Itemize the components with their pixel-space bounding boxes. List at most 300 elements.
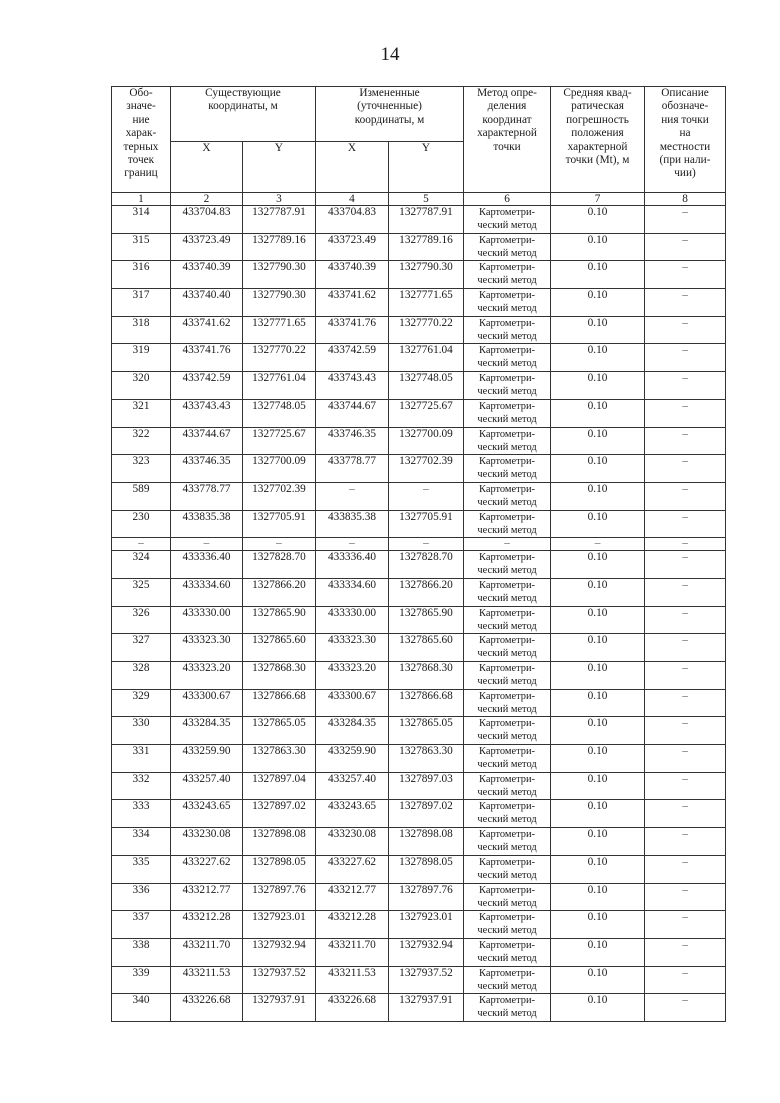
table-row <box>112 206 726 234</box>
point-number: 337 <box>112 911 171 939</box>
changed-y: 1327866.68 <box>389 689 464 717</box>
method-line-1: Картометри- <box>479 912 535 924</box>
existing-x: 433212.77 <box>171 883 243 911</box>
table-row <box>112 855 726 883</box>
table-body-first-section <box>112 206 726 538</box>
method-line-2: ческий метод <box>477 413 537 425</box>
changed-x: – <box>316 482 389 510</box>
point-description: – <box>645 938 726 966</box>
method-line-2: ческий метод <box>477 358 537 370</box>
separator-cell: – <box>551 538 645 551</box>
method-line-1: Картометри- <box>479 207 535 218</box>
separator-cell: – <box>243 538 316 551</box>
method <box>464 855 551 883</box>
point-number: 339 <box>112 966 171 994</box>
existing-x: 433330.00 <box>171 606 243 634</box>
changed-x: 433740.39 <box>316 261 389 289</box>
method-line-1: Картометри- <box>479 428 535 440</box>
changed-x: 433211.53 <box>316 966 389 994</box>
changed-y: 1327932.94 <box>389 938 464 966</box>
table-row <box>112 800 726 828</box>
table-row <box>112 634 726 662</box>
mean-square-error: 0.10 <box>551 938 645 966</box>
mean-square-error: 0.10 <box>551 455 645 483</box>
method-line-1: Картометри- <box>479 718 535 730</box>
changed-y: 1327897.03 <box>389 772 464 800</box>
changed-x: 433723.49 <box>316 233 389 261</box>
changed-y: 1327787.91 <box>389 206 464 234</box>
point-description: – <box>645 966 726 994</box>
table-row <box>112 427 726 455</box>
changed-x: 433741.76 <box>316 316 389 344</box>
method-line-2: ческий метод <box>477 565 537 577</box>
point-description: – <box>645 855 726 883</box>
table-row <box>112 578 726 606</box>
table-row <box>112 455 726 483</box>
point-description: – <box>645 316 726 344</box>
existing-y: 1327897.04 <box>243 772 316 800</box>
method-line-1: Картометри- <box>479 746 535 758</box>
column-number: 3 <box>243 193 316 206</box>
header-changed-x: X <box>316 142 389 193</box>
method <box>464 772 551 800</box>
existing-y: 1327705.91 <box>243 510 316 538</box>
header-existing-y: Y <box>243 142 316 193</box>
point-number: 329 <box>112 689 171 717</box>
table-row <box>112 911 726 939</box>
changed-y: 1327865.05 <box>389 717 464 745</box>
table-row <box>112 828 726 856</box>
method-line-2: ческий метод <box>477 469 537 481</box>
existing-x: 433742.59 <box>171 372 243 400</box>
point-number: 315 <box>112 233 171 261</box>
header-point-designation: Обо- значе- ние харак- терных точек границ <box>112 87 171 193</box>
method-line-1: Картометри- <box>479 773 535 785</box>
changed-x: 433257.40 <box>316 772 389 800</box>
table-row <box>112 316 726 344</box>
method-line-2: ческий метод <box>477 303 537 315</box>
changed-y: 1327865.60 <box>389 634 464 662</box>
point-number: 317 <box>112 289 171 317</box>
mean-square-error: 0.10 <box>551 662 645 690</box>
table-row <box>112 510 726 538</box>
table-row <box>112 662 726 690</box>
mean-square-error: 0.10 <box>551 717 645 745</box>
changed-x: 433741.62 <box>316 289 389 317</box>
point-number: 327 <box>112 634 171 662</box>
mean-square-error: 0.10 <box>551 911 645 939</box>
method-line-2: ческий метод <box>477 842 537 854</box>
method-line-2: ческий метод <box>477 897 537 909</box>
header-method: Метод опре- деления координат характерной точки <box>464 87 551 193</box>
method-line-2: ческий метод <box>477 330 537 342</box>
point-description: – <box>645 344 726 372</box>
changed-x: 433336.40 <box>316 551 389 579</box>
method-line-2: ческий метод <box>477 925 537 937</box>
existing-y: 1327761.04 <box>243 372 316 400</box>
mean-square-error: 0.10 <box>551 606 645 634</box>
existing-x: 433741.62 <box>171 316 243 344</box>
method-line-1: Картометри- <box>479 801 535 813</box>
column-number: 6 <box>464 193 551 206</box>
point-number: 338 <box>112 938 171 966</box>
method-line-2: ческий метод <box>477 441 537 453</box>
mean-square-error: 0.10 <box>551 289 645 317</box>
existing-x: 433211.53 <box>171 966 243 994</box>
method-line-2: ческий метод <box>477 731 537 743</box>
table-row <box>112 233 726 261</box>
mean-square-error: 0.10 <box>551 427 645 455</box>
changed-x: 433835.38 <box>316 510 389 538</box>
method <box>464 938 551 966</box>
method <box>464 634 551 662</box>
changed-x: 433211.70 <box>316 938 389 966</box>
method-line-2: ческий метод <box>477 869 537 881</box>
separator-cell: – <box>316 538 389 551</box>
table-row <box>112 966 726 994</box>
method-line-2: ческий метод <box>477 676 537 687</box>
existing-y: 1327865.60 <box>243 634 316 662</box>
separator-cell: – <box>389 538 464 551</box>
point-number: 589 <box>112 482 171 510</box>
changed-x: 433323.30 <box>316 634 389 662</box>
method-line-1: Картометри- <box>479 967 535 979</box>
method <box>464 261 551 289</box>
method-line-2: ческий метод <box>477 275 537 287</box>
method-line-1: Картометри- <box>479 290 535 302</box>
separator-cell: – <box>112 538 171 551</box>
existing-y: 1327828.70 <box>243 551 316 579</box>
header-existing-x: X <box>171 142 243 193</box>
point-description: – <box>645 427 726 455</box>
existing-x: 433259.90 <box>171 745 243 773</box>
method <box>464 551 551 579</box>
point-number: 316 <box>112 261 171 289</box>
point-number: 333 <box>112 800 171 828</box>
changed-x: 433744.67 <box>316 399 389 427</box>
point-description: – <box>645 772 726 800</box>
method-line-1: Картометри- <box>479 884 535 896</box>
mean-square-error: 0.10 <box>551 745 645 773</box>
changed-y: 1327868.30 <box>389 662 464 690</box>
method-line-1: Картометри- <box>479 234 535 246</box>
point-description: – <box>645 745 726 773</box>
method-line-1: Картометри- <box>479 939 535 951</box>
table-row <box>112 938 726 966</box>
mean-square-error: 0.10 <box>551 551 645 579</box>
changed-x: 433284.35 <box>316 717 389 745</box>
method <box>464 289 551 317</box>
method-line-2: ческий метод <box>477 759 537 771</box>
changed-x: 433743.43 <box>316 372 389 400</box>
existing-y: 1327897.76 <box>243 883 316 911</box>
changed-y: 1327761.04 <box>389 344 464 372</box>
header-changed-y: Y <box>389 142 464 193</box>
point-number: 314 <box>112 206 171 234</box>
point-number: 319 <box>112 344 171 372</box>
point-description: – <box>645 689 726 717</box>
table-row <box>112 606 726 634</box>
existing-x: 433212.28 <box>171 911 243 939</box>
existing-y: 1327863.30 <box>243 745 316 773</box>
point-description: – <box>645 455 726 483</box>
method-line-1: Картометри- <box>479 400 535 412</box>
point-description: – <box>645 233 726 261</box>
column-number: 7 <box>551 193 645 206</box>
method-line-1: Картометри- <box>479 373 535 385</box>
point-description: – <box>645 883 726 911</box>
changed-x: 433334.60 <box>316 578 389 606</box>
method <box>464 689 551 717</box>
existing-y: 1327748.05 <box>243 399 316 427</box>
existing-x: 433243.65 <box>171 800 243 828</box>
changed-y: 1327923.01 <box>389 911 464 939</box>
mean-square-error: 0.10 <box>551 689 645 717</box>
method-line-1: Картометри- <box>479 579 535 591</box>
column-number: 4 <box>316 193 389 206</box>
mean-square-error: 0.10 <box>551 399 645 427</box>
point-description: – <box>645 482 726 510</box>
table-row <box>112 482 726 510</box>
existing-x: 433704.83 <box>171 206 243 234</box>
point-description: – <box>645 662 726 690</box>
changed-y: 1327937.52 <box>389 966 464 994</box>
mean-square-error: 0.10 <box>551 772 645 800</box>
method-line-2: ческий метод <box>477 496 537 508</box>
changed-x: 433243.65 <box>316 800 389 828</box>
point-number: 336 <box>112 883 171 911</box>
method-line-1: Картометри- <box>479 345 535 357</box>
mean-square-error: 0.10 <box>551 966 645 994</box>
point-number: 334 <box>112 828 171 856</box>
method <box>464 606 551 634</box>
mean-square-error: 0.10 <box>551 233 645 261</box>
separator-cell: – <box>171 538 243 551</box>
point-number: 331 <box>112 745 171 773</box>
point-number: 325 <box>112 578 171 606</box>
changed-x: 433330.00 <box>316 606 389 634</box>
method-line-1: Картометри- <box>479 262 535 274</box>
point-number: 328 <box>112 662 171 690</box>
changed-x: 433230.08 <box>316 828 389 856</box>
point-number: 320 <box>112 372 171 400</box>
changed-y: 1327725.67 <box>389 399 464 427</box>
existing-x: 433744.67 <box>171 427 243 455</box>
existing-y: 1327790.30 <box>243 261 316 289</box>
changed-x: 433226.68 <box>316 994 389 1022</box>
mean-square-error: 0.10 <box>551 634 645 662</box>
method-line-2: ческий метод <box>477 592 537 604</box>
method <box>464 510 551 538</box>
method <box>464 578 551 606</box>
changed-y: – <box>389 482 464 510</box>
method-line-1: Картометри- <box>479 663 535 674</box>
mean-square-error: 0.10 <box>551 800 645 828</box>
existing-y: 1327866.68 <box>243 689 316 717</box>
table-separator-section <box>112 538 726 551</box>
existing-x: 433740.40 <box>171 289 243 317</box>
existing-x: 433230.08 <box>171 828 243 856</box>
table-row <box>112 261 726 289</box>
existing-x: 433227.62 <box>171 855 243 883</box>
method-line-2: ческий метод <box>477 648 537 660</box>
mean-square-error: 0.10 <box>551 482 645 510</box>
point-description: – <box>645 578 726 606</box>
point-number: 330 <box>112 717 171 745</box>
point-number: 230 <box>112 510 171 538</box>
table-row <box>112 689 726 717</box>
table-row <box>112 717 726 745</box>
method <box>464 399 551 427</box>
point-number: 321 <box>112 399 171 427</box>
changed-y: 1327705.91 <box>389 510 464 538</box>
method-line-2: ческий метод <box>477 1008 537 1020</box>
table-row <box>112 883 726 911</box>
existing-x: 433284.35 <box>171 717 243 745</box>
changed-y: 1327863.30 <box>389 745 464 773</box>
method-line-1: Картометри- <box>479 690 535 702</box>
changed-x: 433742.59 <box>316 344 389 372</box>
point-description: – <box>645 828 726 856</box>
separator-cell: – <box>464 538 551 551</box>
method-line-2: ческий метод <box>477 814 537 826</box>
method-line-1: Картометри- <box>479 317 535 329</box>
existing-x: 433741.76 <box>171 344 243 372</box>
existing-x: 433257.40 <box>171 772 243 800</box>
method <box>464 828 551 856</box>
changed-y: 1327771.65 <box>389 289 464 317</box>
changed-y: 1327897.02 <box>389 800 464 828</box>
header-existing-coordinates: Существующие координаты, м <box>171 87 316 142</box>
existing-y: 1327702.39 <box>243 482 316 510</box>
mean-square-error: 0.10 <box>551 344 645 372</box>
point-number: 323 <box>112 455 171 483</box>
method <box>464 427 551 455</box>
method <box>464 233 551 261</box>
changed-y: 1327898.08 <box>389 828 464 856</box>
separator-row <box>112 538 726 551</box>
changed-y: 1327866.20 <box>389 578 464 606</box>
existing-y: 1327771.65 <box>243 316 316 344</box>
changed-x: 433323.20 <box>316 662 389 690</box>
table-row <box>112 551 726 579</box>
mean-square-error: 0.10 <box>551 510 645 538</box>
existing-y: 1327897.02 <box>243 800 316 828</box>
existing-y: 1327868.30 <box>243 662 316 690</box>
method-line-2: ческий метод <box>477 386 537 398</box>
point-number: 335 <box>112 855 171 883</box>
method-line-2: ческий метод <box>477 524 537 536</box>
point-description: – <box>645 800 726 828</box>
existing-y: 1327937.52 <box>243 966 316 994</box>
method-line-1: Картометри- <box>479 511 535 523</box>
method <box>464 316 551 344</box>
point-description: – <box>645 206 726 234</box>
existing-x: 433323.30 <box>171 634 243 662</box>
method <box>464 455 551 483</box>
point-number: 324 <box>112 551 171 579</box>
column-number: 1 <box>112 193 171 206</box>
table-row <box>112 772 726 800</box>
method-line-1: Картометри- <box>479 635 535 647</box>
table-row <box>112 372 726 400</box>
existing-y: 1327700.09 <box>243 455 316 483</box>
method <box>464 966 551 994</box>
method-line-2: ческий метод <box>477 980 537 992</box>
column-number: 8 <box>645 193 726 206</box>
existing-y: 1327865.05 <box>243 717 316 745</box>
existing-y: 1327789.16 <box>243 233 316 261</box>
point-description: – <box>645 911 726 939</box>
point-description: – <box>645 399 726 427</box>
table-row <box>112 745 726 773</box>
existing-y: 1327898.08 <box>243 828 316 856</box>
changed-y: 1327897.76 <box>389 883 464 911</box>
point-number: 332 <box>112 772 171 800</box>
existing-y: 1327932.94 <box>243 938 316 966</box>
point-description: – <box>645 261 726 289</box>
existing-x: 433743.43 <box>171 399 243 427</box>
method-line-2: ческий метод <box>477 952 537 964</box>
table-row <box>112 994 726 1022</box>
point-number: 340 <box>112 994 171 1022</box>
column-number-row <box>112 193 726 206</box>
method <box>464 372 551 400</box>
existing-y: 1327865.90 <box>243 606 316 634</box>
method-line-1: Картометри- <box>479 995 535 1007</box>
existing-x: 433226.68 <box>171 994 243 1022</box>
point-description: – <box>645 606 726 634</box>
existing-x: 433336.40 <box>171 551 243 579</box>
existing-x: 433723.49 <box>171 233 243 261</box>
existing-y: 1327725.67 <box>243 427 316 455</box>
changed-x: 433212.77 <box>316 883 389 911</box>
method-line-2: ческий метод <box>477 703 537 715</box>
point-description: – <box>645 510 726 538</box>
point-description: – <box>645 372 726 400</box>
method <box>464 911 551 939</box>
existing-x: 433746.35 <box>171 455 243 483</box>
changed-y: 1327789.16 <box>389 233 464 261</box>
point-description: – <box>645 717 726 745</box>
method-line-2: ческий метод <box>477 220 537 231</box>
method-line-2: ческий метод <box>477 786 537 798</box>
existing-x: 433323.20 <box>171 662 243 690</box>
existing-y: 1327923.01 <box>243 911 316 939</box>
mean-square-error: 0.10 <box>551 372 645 400</box>
method <box>464 662 551 690</box>
method-line-1: Картометри- <box>479 829 535 841</box>
column-number: 2 <box>171 193 243 206</box>
changed-x: 433259.90 <box>316 745 389 773</box>
changed-y: 1327898.05 <box>389 855 464 883</box>
point-number: 326 <box>112 606 171 634</box>
table-row <box>112 289 726 317</box>
existing-x: 433740.39 <box>171 261 243 289</box>
page-number: 14 <box>380 44 400 65</box>
table-row <box>112 399 726 427</box>
table-body-second-section <box>112 551 726 1022</box>
point-description: – <box>645 551 726 579</box>
mean-square-error: 0.10 <box>551 828 645 856</box>
method <box>464 344 551 372</box>
method <box>464 994 551 1022</box>
method-line-1: Картометри- <box>479 456 535 468</box>
existing-y: 1327937.91 <box>243 994 316 1022</box>
point-number: 322 <box>112 427 171 455</box>
changed-y: 1327828.70 <box>389 551 464 579</box>
header-mean-square-error: Средняя квад- ратическая погрешность положения характерной точки (Mt), м <box>551 87 645 193</box>
